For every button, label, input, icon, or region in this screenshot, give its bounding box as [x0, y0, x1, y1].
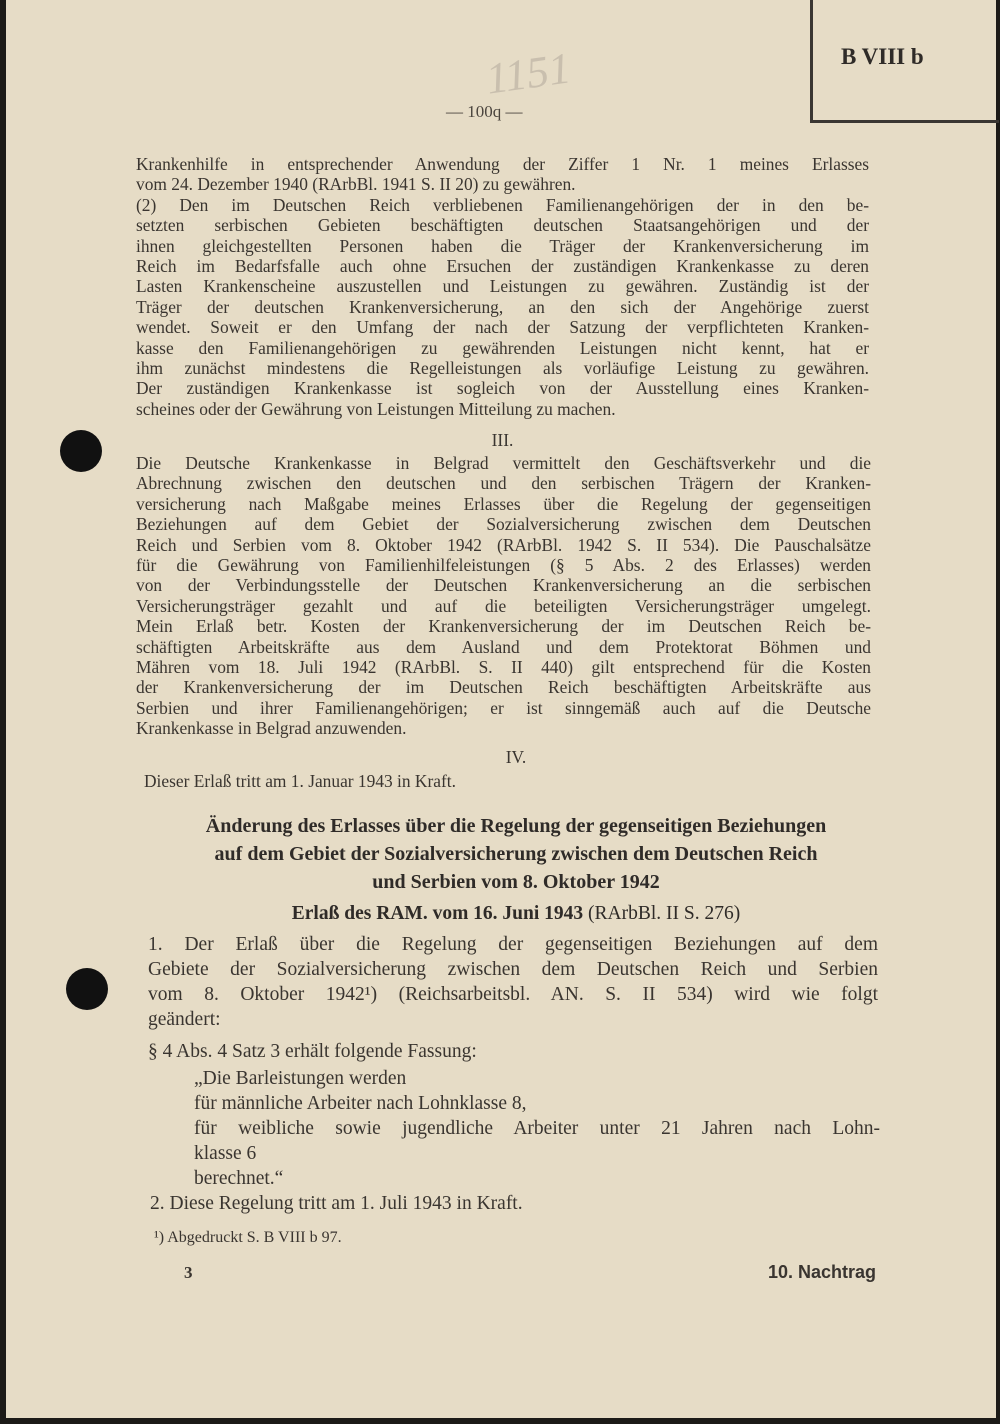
text-line: Die Deutsche Krankenkasse in Belgrad vermittelt den Geschäftsverkehr und die	[136, 453, 871, 473]
paragraph-line: § 4 Abs. 4 Satz 3 erhält folgende Fassung:	[148, 1041, 477, 1062]
text-line: für weibliche sowie jugendliche Arbeiter unter 21 Jahren nach Lohn-	[194, 1118, 880, 1139]
text-line: kasse den Familienangehörigen zu gewährenden Leistungen nicht kennt, hat er	[136, 337, 869, 358]
text-line: Reich und Serbien vom 8. Oktober 1942 (RArbBl. 1942 S. II 534). Die Pauschalsätze	[136, 534, 871, 555]
document-page	[6, 0, 996, 1418]
text-line: (2) Den im Deutschen Reich verbliebenen Familienangehörigen der in den be-	[136, 194, 869, 215]
text-line: setzten serbischen Gebieten beschäftigten deutschen Staatsangehörigen und der	[136, 215, 869, 236]
text-line: versicherung nach Maßgabe meines Erlasses über die Regelung der gegenseitigen	[136, 493, 871, 514]
text-line: Abrechnung zwischen den deutschen und den serbischen Trägern der Kranken-	[136, 473, 871, 494]
text-line: Reich im Bedarfsfalle auch ohne Ersuchen der zuständigen Krankenkasse zu deren	[136, 255, 869, 276]
decree-ref: (RArbBl. II S. 276)	[583, 903, 741, 924]
punch-hole	[66, 968, 108, 1010]
stamp-text: B VIII b	[841, 44, 924, 69]
text-line: berechnet.“	[194, 1168, 284, 1189]
decree-bold: Erlaß des RAM. vom 16. Juni 1943	[291, 903, 584, 924]
title-line: auf dem Gebiet der Sozialversicherung zwischen dem Deutschen Reich	[214, 843, 818, 865]
text-line: Mähren vom 18. Juli 1942 (RArbBl. S. II 440) gilt entsprechend für die Kosten	[136, 656, 871, 677]
page-number: — 100q —	[446, 102, 523, 121]
text-line: scheines oder der Gewährung von Leistungen Mitteilung zu machen.	[136, 398, 616, 419]
decree-line	[146, 900, 886, 928]
section-iv-heading: IV.	[505, 747, 527, 767]
section-ii-text	[136, 154, 869, 419]
text-line: Krankenhilfe in entsprechender Anwendung der Ziffer 1 Nr. 1 meines Erlasses	[136, 154, 869, 174]
text-line: Lasten Krankenscheine auszustellen und Leistungen zu gewähren. Zuständig ist der	[136, 276, 869, 297]
title-line: und Serbien vom 8. Oktober 1942	[372, 871, 660, 893]
text-line: Krankenkasse in Belgrad anzuwenden.	[136, 718, 407, 739]
text-line: „Die Barleistungen werden	[194, 1068, 407, 1089]
handwritten-note: 1151	[483, 43, 574, 104]
text-line: ihnen gleichgestellten Personen haben die Träger der Krankenversicherung im	[136, 235, 869, 256]
text-line: schäftigten Arbeitskräfte aus dem Ausland und dem Protektorat Böhmen und	[136, 636, 871, 657]
footnote: ¹) Abgedruckt S. B VIII b 97.	[154, 1229, 342, 1246]
amendment-text	[148, 932, 878, 1032]
text-line: der Krankenversicherung der im Deutschen Reich beschäftigten Arbeitskräfte aus	[136, 677, 871, 698]
section-iv-text: Dieser Erlaß tritt am 1. Januar 1943 in Kraft.	[144, 771, 456, 791]
text-line: geändert:	[148, 1009, 221, 1030]
section-iii-text	[136, 453, 871, 738]
section-iii-heading: III.	[491, 430, 514, 450]
text-line: Träger der deutschen Krankenversicherung, an den sich der Angehörige zuerst	[136, 296, 869, 317]
text-line: klasse 6	[194, 1143, 257, 1164]
title-line: Änderung des Erlasses über die Regelung der gegenseitigen Beziehungen	[205, 815, 827, 837]
punch-hole	[60, 430, 102, 472]
effective-line: 2. Diese Regelung tritt am 1. Juli 1943 in Kraft.	[150, 1193, 523, 1214]
text-line: wendet. Soweit er den Umfang der nach der Satzung der verpflichteten Kranken-	[136, 317, 869, 338]
text-line: ihm zunächst mindestens die Regelleistungen als vorläufige Leistung zu gewähren.	[136, 357, 869, 378]
text-line: Versicherungsträger gezahlt und auf die beteiligten Versicherungsträger umgelegt.	[136, 595, 871, 616]
text-line: vom 24. Dezember 1940 (RArbBl. 1941 S. II 20) zu gewähren.	[136, 174, 576, 195]
footer-supplement: 10. Nachtrag	[768, 1262, 877, 1282]
footer-sheet-number: 3	[184, 1263, 193, 1282]
text-line: Beziehungen auf dem Gebiet der Sozialversicherung zwischen dem Deutschen	[136, 514, 871, 535]
classification-stamp	[810, 0, 999, 123]
text-line: Mein Erlaß betr. Kosten der Krankenversicherung der im Deutschen Reich be-	[136, 616, 871, 637]
text-line: von der Verbindungsstelle der Deutschen Krankenversicherung an die serbischen	[136, 575, 871, 596]
text-line: für die Gewährung von Familienhilfeleistungen (§ 5 Abs. 2 des Erlasses) werden	[136, 554, 871, 575]
amendment-title	[146, 812, 886, 896]
text-line: vom 8. Oktober 1942¹) (Reichsarbeitsbl. AN. S. II 534) wird wie folgt	[148, 984, 878, 1005]
text-line: 1. Der Erlaß über die Regelung der gegenseitigen Beziehungen auf dem	[148, 934, 878, 955]
text-line: Serbien und ihrer Familienangehörigen; er ist sinngemäß auch auf die Deutsche	[136, 697, 871, 718]
text-line: für männliche Arbeiter nach Lohnklasse 8,	[194, 1093, 527, 1114]
text-line: Gebiete der Sozialversicherung zwischen dem Deutschen Reich und Serbien	[148, 959, 878, 980]
text-line: Der zuständigen Krankenkasse ist sogleich von der Ausstellung eines Kranken-	[136, 378, 869, 399]
quoted-text	[194, 1066, 880, 1191]
